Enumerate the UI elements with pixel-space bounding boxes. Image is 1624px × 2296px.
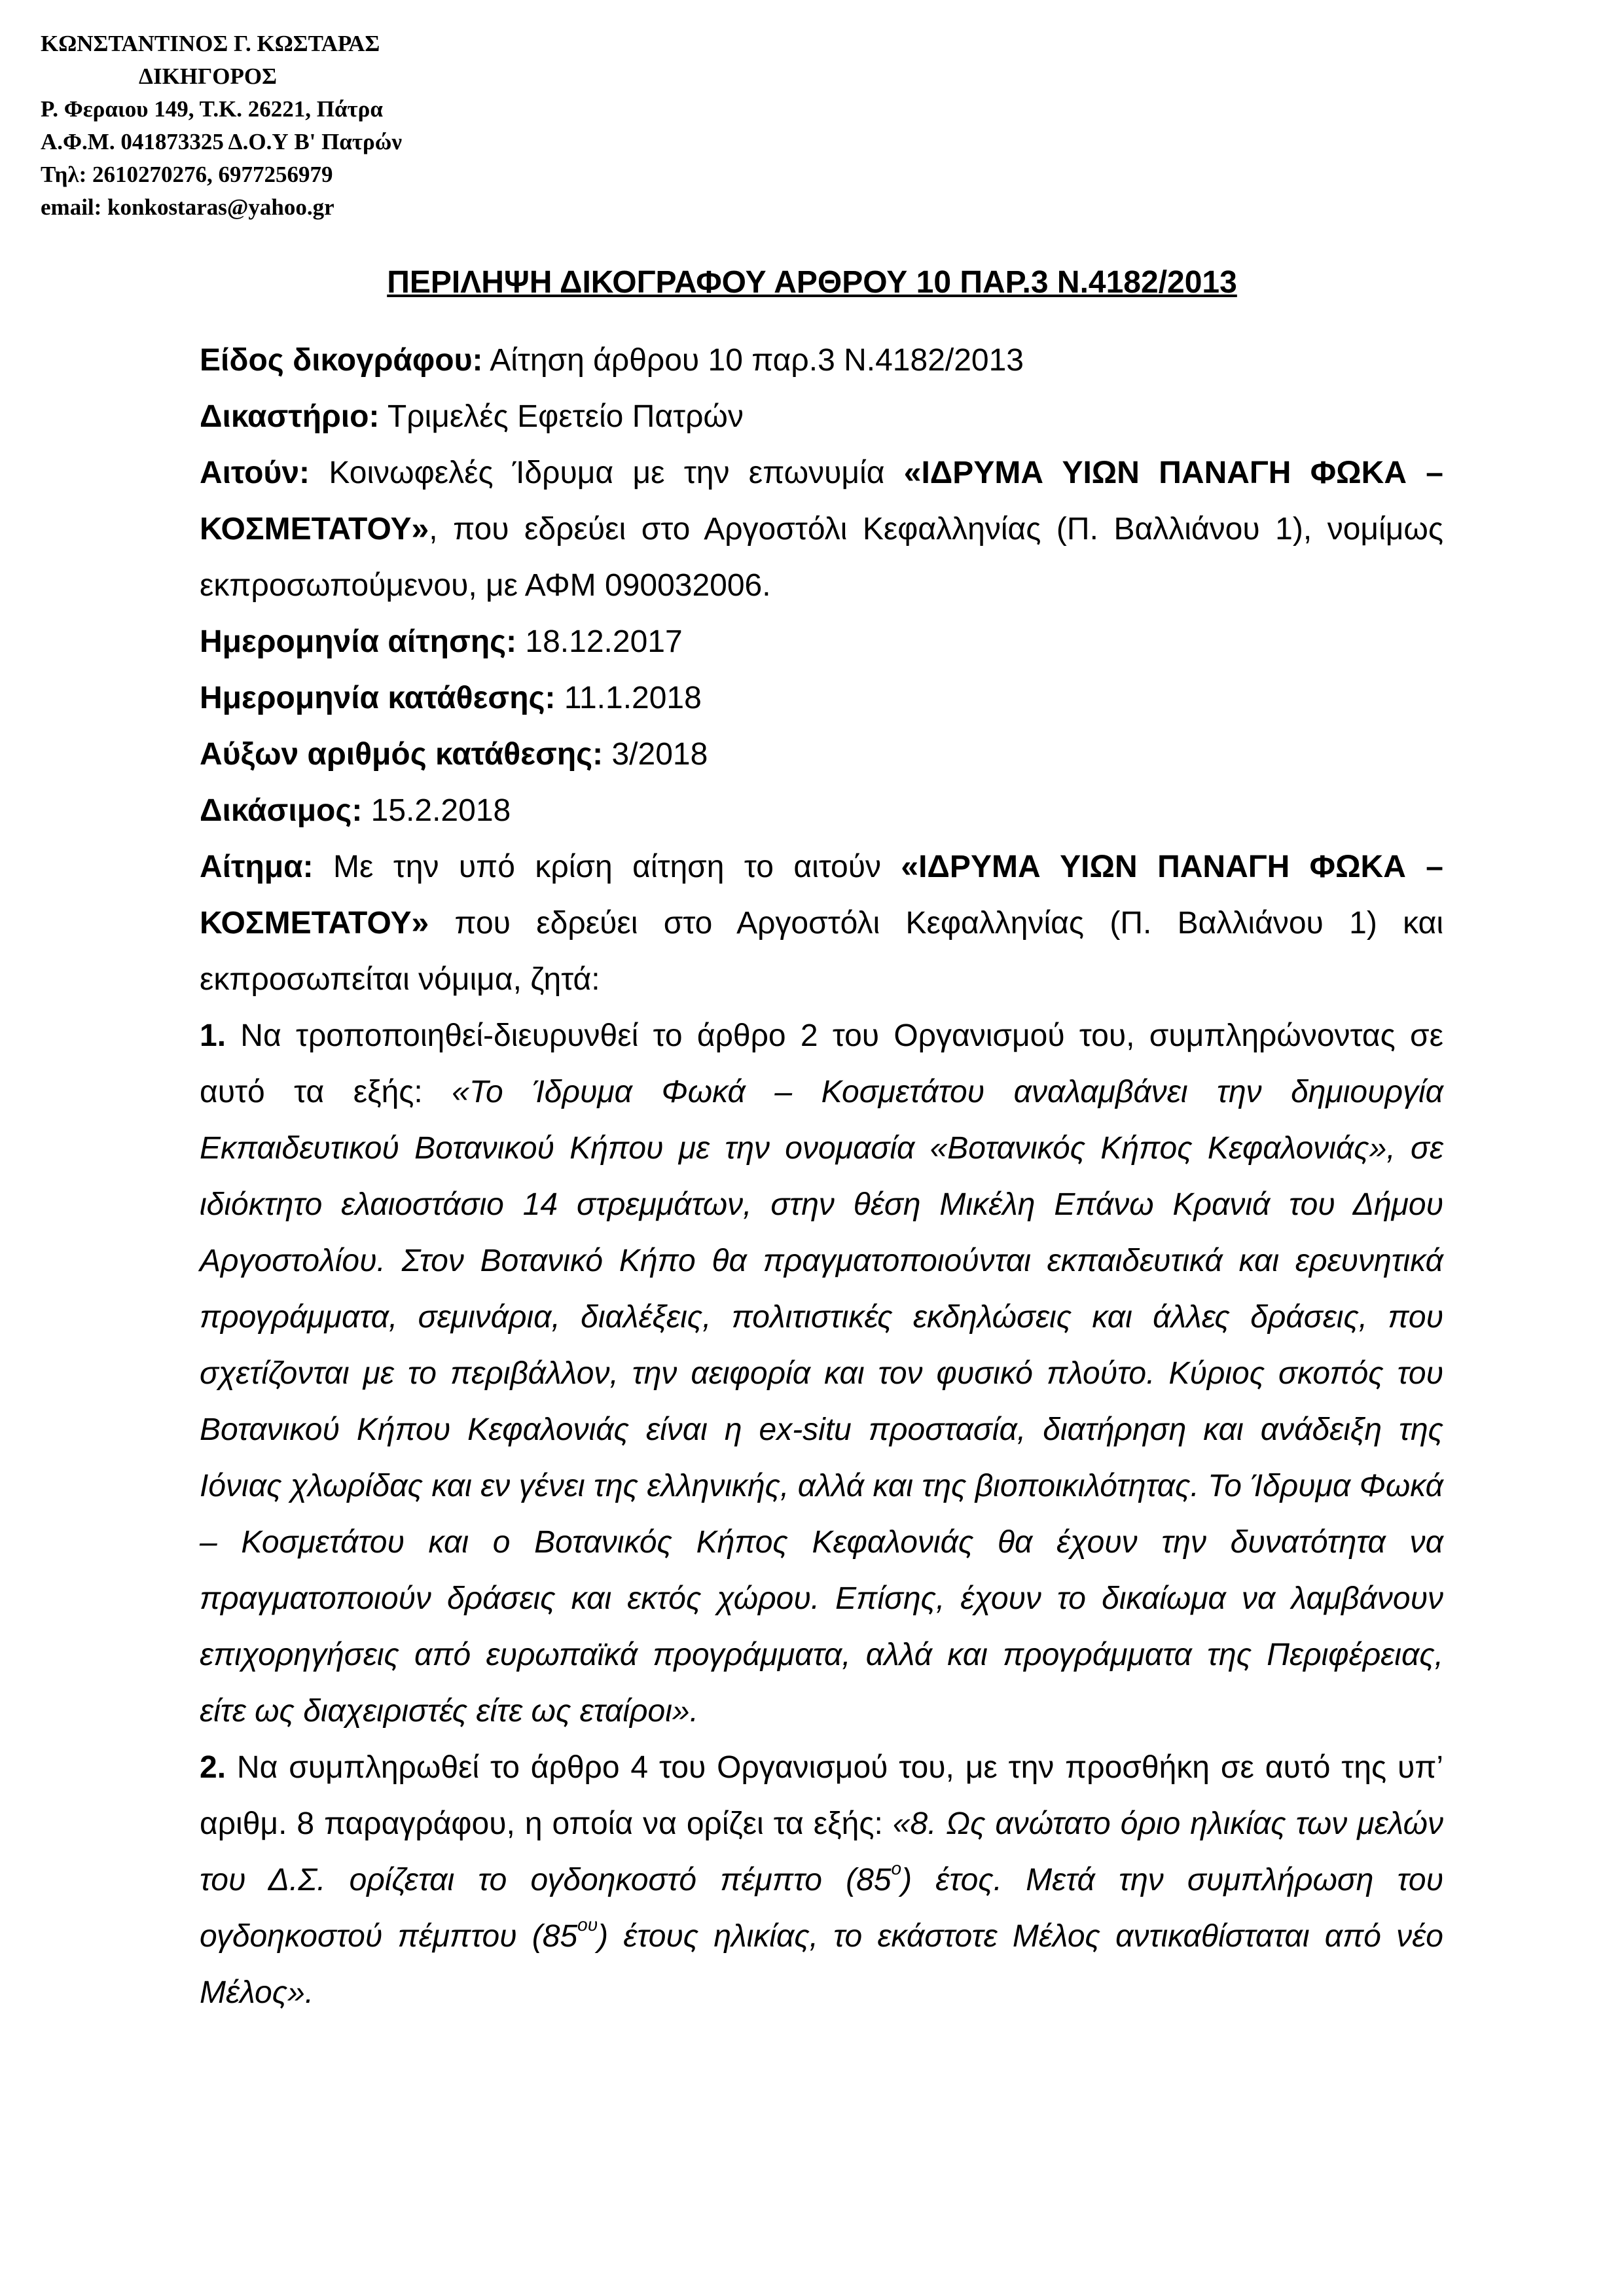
field-text: Κοινωφελές Ίδρυμα με την επωνυμία [310, 456, 904, 490]
field-value: 3/2018 [603, 737, 708, 772]
lawyer-phone: Τηλ: 2610270276, 6977256979 [41, 162, 333, 187]
field-label: Αύξων αριθμός κατάθεσης: [200, 737, 604, 772]
item-number: 1. [200, 1018, 226, 1053]
field-request [200, 839, 1443, 1008]
document-heading: ΠΕΡΙΛΗΨΗ ΔΙΚΟΓΡΑΦΟΥ ΑΡΘΡΟΥ 10 ΠΑΡ.3 Ν.4182/2013 [387, 265, 1237, 300]
field-value: 18.12.2017 [516, 624, 683, 659]
field-value: Τριμελές Εφετείο Πατρών [379, 399, 744, 434]
field-label: Αίτημα: [200, 850, 314, 884]
field-value: Αίτηση άρθρου 10 παρ.3 Ν.4182/2013 [482, 343, 1024, 378]
item-number: 2. [200, 1750, 226, 1785]
item-text: Να τροποποιηθεί-διευρυνθεί το άρθρο 2 του Οργανισμού του, συμπληρώνοντας σε αυτό τα εξής: [200, 1018, 1443, 1109]
field-label: Δικάσιμος: [200, 793, 363, 828]
field-filing-number [200, 726, 1443, 783]
document-body [200, 332, 1443, 2021]
quote-part: ) έτος. Μετά την συμπλήρωση του ογδοηκοστού πέμπτου (85 [200, 1863, 1443, 1954]
quote-part: ) έτους ηλικίας, το εκάστοτε Μέλος αντικαθίσταται από νέο Μέλος». [200, 1919, 1443, 2010]
field-text: , που εδρεύει στο Αργοστόλι Κεφαλληνίας (Π. Βαλλιάνου 1), νομίμως εκπροσωπούμενου, με ΑΦΜ 090032006. [200, 512, 1443, 603]
lawyer-address: Ρ. Φεραιου 149, Τ.Κ. 26221, Πάτρα [41, 96, 383, 122]
field-value: 11.1.2018 [555, 681, 702, 715]
foundation-name: «ΙΔΡΥΜΑ ΥΙΩΝ ΠΑΝΑΓΗ ΦΩΚΑ – ΚΟΣΜΕΤΑΤΟΥ» [200, 850, 1443, 941]
foundation-name: «ΙΔΡΥΜΑ ΥΙΩΝ ΠΑΝΑΓΗ ΦΩΚΑ – ΚΟΣΜΕΤΑΤΟΥ» [200, 456, 1443, 547]
ordinal-suffix: ο [891, 1858, 902, 1879]
request-item-1 [200, 1008, 1443, 1740]
field-filing-date [200, 670, 1443, 726]
item-text: Να συμπληρωθεί το άρθρο 4 του Οργανισμού του, με την προσθήκη σε αυτό της υπ’ αριθμ. 8 παραγράφου, η οποία να ορίζει τα εξής: [200, 1750, 1443, 1841]
field-document-type [200, 332, 1443, 389]
lawyer-profession: ΔΙΚΗΓΟΡΟΣ [139, 63, 277, 89]
letterhead [41, 27, 402, 224]
lawyer-tax-id: Α.Φ.Μ. 041873325 Δ.Ο.Υ Β' Πατρών [41, 129, 403, 154]
item-quote: «Το Ίδρυμα Φωκά – Κοσμετάτου αναλαμβάνει την δημιουργία Εκπαιδευτικού Βοτανικού Κήπου με την ονομασία «Βοτανικός Κήπος Κεφαλονιάς», σε ιδιόκτητο ελαιοστάσιο 14 στρεμμάτων, στην θέση Μικέλη Επάνω Κρανιά του Δήμου Αργοστολίου. Στον Βοτανικό Κήπο θα πραγματοποιούνται εκπαιδευτικά και ερευνητικά προγράμματα, σεμινάρια, διαλέξεις, πολιτιστικές εκδηλώσεις και άλλες δράσεις, που σχετίζονται με το περιβάλλον, την αειφορία και τον φυσικό πλούτο. Κύριος σκοπός του Βοτανικού Κήπου Κεφαλονιάς είναι η ex-situ προστασία, διατήρηση και ανάδειξη της Ιόνιας χλωρίδας και εν γένει της ελληνικής, αλλά και της βιοποικιλότητας. Το Ίδρυμα Φωκά – Κοσμετάτου και ο Βοτανικός Κήπος Κεφαλονιάς θα έχουν την δυνατότητα να πραγματοποιούν δράσεις και εκτός χώρου. Επίσης, έχουν το δικαίωμα να λαμβάνουν επιχορηγήσεις από ευρωπαϊκά προγράμματα, αλλά και προγράμματα της Περιφέρειας, είτε ως διαχειριστές είτε ως εταίροι». [200, 1075, 1444, 1729]
field-application-date [200, 614, 1443, 670]
field-label: Ημερομηνία κατάθεσης: [200, 681, 556, 715]
quote-part: «8. Ως ανώτατο όριο ηλικίας των μελών του Δ.Σ. ορίζεται το ογδοηκοστό πέμπτο (85 [200, 1806, 1443, 1897]
field-text: που εδρεύει στο Αργοστόλι Κεφαλληνίας (Π. Βαλλιάνου 1) και εκπροσωπείται νόμιμα, ζητά: [200, 906, 1443, 997]
ordinal-suffix: ου [577, 1914, 598, 1935]
request-item-2 [200, 1740, 1443, 2021]
field-hearing-date [200, 783, 1443, 839]
field-court [200, 389, 1443, 445]
field-value: 15.2.2018 [362, 793, 511, 828]
field-label: Είδος δικογράφου: [200, 343, 483, 378]
field-label: Δικαστήριο: [200, 399, 380, 434]
field-label: Αιτούν: [200, 456, 310, 490]
lawyer-name: ΚΩΝΣΤΑΝΤΙΝΟΣ Γ. ΚΩΣΤΑΡΑΣ [41, 31, 380, 56]
field-text: Με την υπό κρίση αίτηση το αιτούν [313, 850, 901, 884]
field-label: Ημερομηνία αίτησης: [200, 624, 517, 659]
lawyer-email: email: konkostaras@yahoo.gr [41, 194, 334, 220]
field-applicant [200, 445, 1443, 614]
